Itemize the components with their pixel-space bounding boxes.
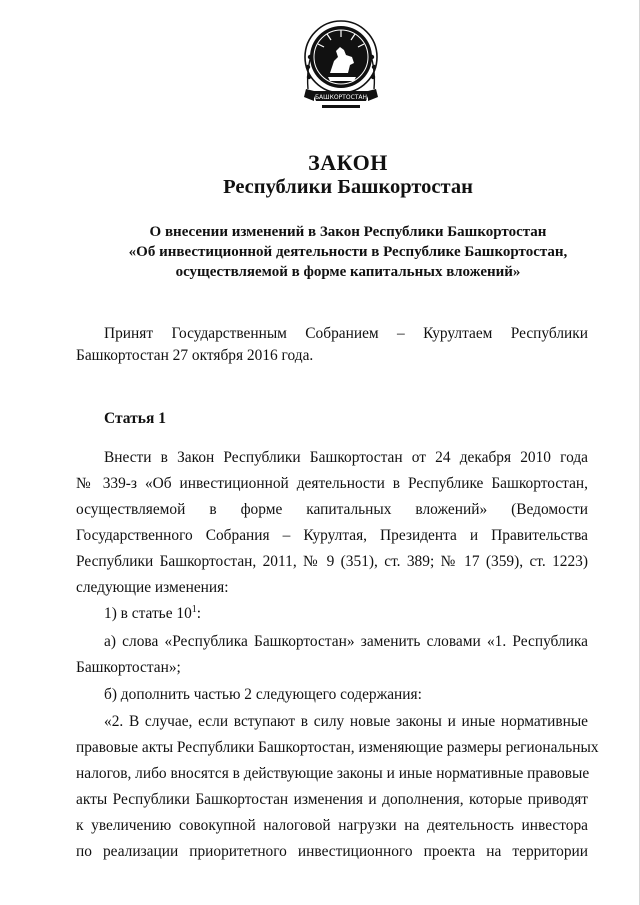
body-line: по реализации приоритетного инвестиционного проекта на территории	[76, 843, 588, 860]
emblem-ribbon-text: БАШКОРТОСТАН	[314, 94, 368, 101]
body-line: налогов, либо вносятся в действующие законы и иные нормативные правовые	[76, 765, 590, 782]
subtitle-line: О внесении изменений в Закон Республики Башкортостан	[149, 224, 547, 240]
body-line: Государственного Собрания – Курултая, Президента и Правительства	[76, 527, 588, 544]
body-line: к увеличению совокупной налоговой нагрузки на деятельность инвестора	[76, 817, 588, 834]
subtitle-line: осуществляемой в форме капитальных вложений»	[175, 264, 521, 280]
list-item: а) слова «Республика Башкортостан» заменить словами «1. Республика	[104, 633, 588, 650]
body-line: следующие изменения:	[76, 579, 229, 596]
list-item-text: 1) в статье 10	[104, 605, 192, 622]
body-line: Внести в Закон Республики Башкортостан от 24 декабря 2010 года	[104, 449, 588, 466]
document-subtitle	[76, 222, 620, 282]
list-item: б) дополнить частью 2 следующего содержания:	[104, 686, 422, 703]
body-line: № 339-з «Об инвестиционной деятельности в Республике Башкортостан,	[76, 475, 588, 492]
article-heading: Статья 1	[104, 410, 166, 427]
body-line: акты Республики Башкортостан изменения и дополнения, которые приводят	[76, 791, 588, 808]
document-title: ЗАКОН	[308, 150, 388, 175]
body-line: Республики Башкортостан, 2011, № 9 (351), ст. 389; № 17 (359), ст. 1223)	[76, 553, 588, 570]
body-line: правовые акты Республики Башкортостан, изменяющие размеры региональных	[76, 739, 599, 756]
subtitle-line: «Об инвестиционной деятельности в Республике Башкортостан,	[128, 244, 568, 260]
body-line: «2. В случае, если вступают в силу новые законы и иные нормативные	[104, 713, 588, 730]
list-item	[104, 604, 588, 624]
body-line: осуществляемой в форме капитальных вложений» (Ведомости	[76, 501, 588, 518]
adoption-line: Башкортостан 27 октября 2016 года.	[76, 347, 314, 364]
superscript: 1	[191, 604, 197, 615]
adoption-line: Принят Государственным Собранием – Курултаем Республики	[104, 325, 588, 342]
list-item-suffix: :	[196, 605, 202, 622]
list-item: Башкортостан»;	[76, 659, 181, 676]
bashkortostan-coat-of-arms-icon	[300, 17, 382, 117]
document-title-subject: Республики Башкортостан	[223, 176, 473, 198]
